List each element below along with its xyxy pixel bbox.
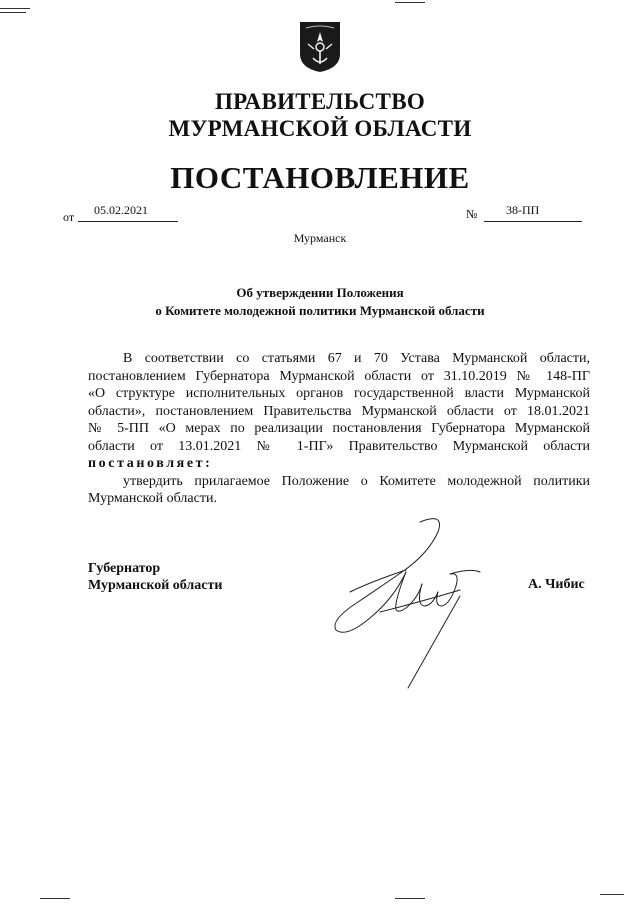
document-title [0,284,640,320]
document-city: Мурманск [293,231,347,245]
coat-of-arms-emblem [296,20,344,74]
signatory-name: А. Чибис [528,577,585,592]
preamble-line: области», постановлением Правительства Мурманской области от 18.01.2021 [88,403,590,419]
document-date: 05.02.2021 [94,203,148,217]
resolution-line: утвердить прилагаемое Положение о Комитете молодежной политики [123,473,590,489]
signatory-position [88,560,222,594]
signatory-position-line1: Губернатор [88,561,161,576]
preamble-line: № 5-ПП «О мерах по реализации постановления Губернатора Мурманской [88,421,590,436]
government-name [0,88,640,142]
number-underline [484,220,582,222]
document-title-line2: о Комитете молодежной политики Мурманской области [155,303,485,318]
document-title-line1: Об утверждении Положения [236,285,404,300]
government-name-line1: ПРАВИТЕЛЬСТВО [214,89,426,114]
preamble-paragraph [88,350,590,508]
scan-edge-mark [600,894,624,895]
scan-edge-mark [0,12,26,13]
resolution-line: Мурманской области. [88,491,217,506]
preamble-line: области от 13.01.2021 № 1-ПГ» Правительство Мурманской области [88,438,590,454]
decree-word: постановляет: [88,456,213,471]
scan-edge-mark [0,8,30,9]
date-underline [78,220,178,222]
document-number: 38-ПП [506,203,540,217]
number-label: № [466,207,478,221]
handwritten-signature [310,512,500,692]
preamble-line: «О структуре исполнительных органов государственной власти Мурманской [88,386,590,401]
government-name-line2: МУРМАНСКОЙ ОБЛАСТИ [168,116,472,141]
signatory-position-line2: Мурманской области [88,578,223,593]
preamble-line: В соответствии со статьями 67 и 70 Устава Мурманской области, [123,351,590,366]
preamble-line: постановлением Губернатора Мурманской области от 31.10.2019 № 148-ПГ [88,368,590,384]
scan-edge-mark [395,898,425,899]
document-type: ПОСТАНОВЛЕНИЕ [170,160,470,195]
scan-edge-mark [40,898,70,899]
date-label: от [63,210,75,224]
scan-edge-mark [395,2,425,3]
